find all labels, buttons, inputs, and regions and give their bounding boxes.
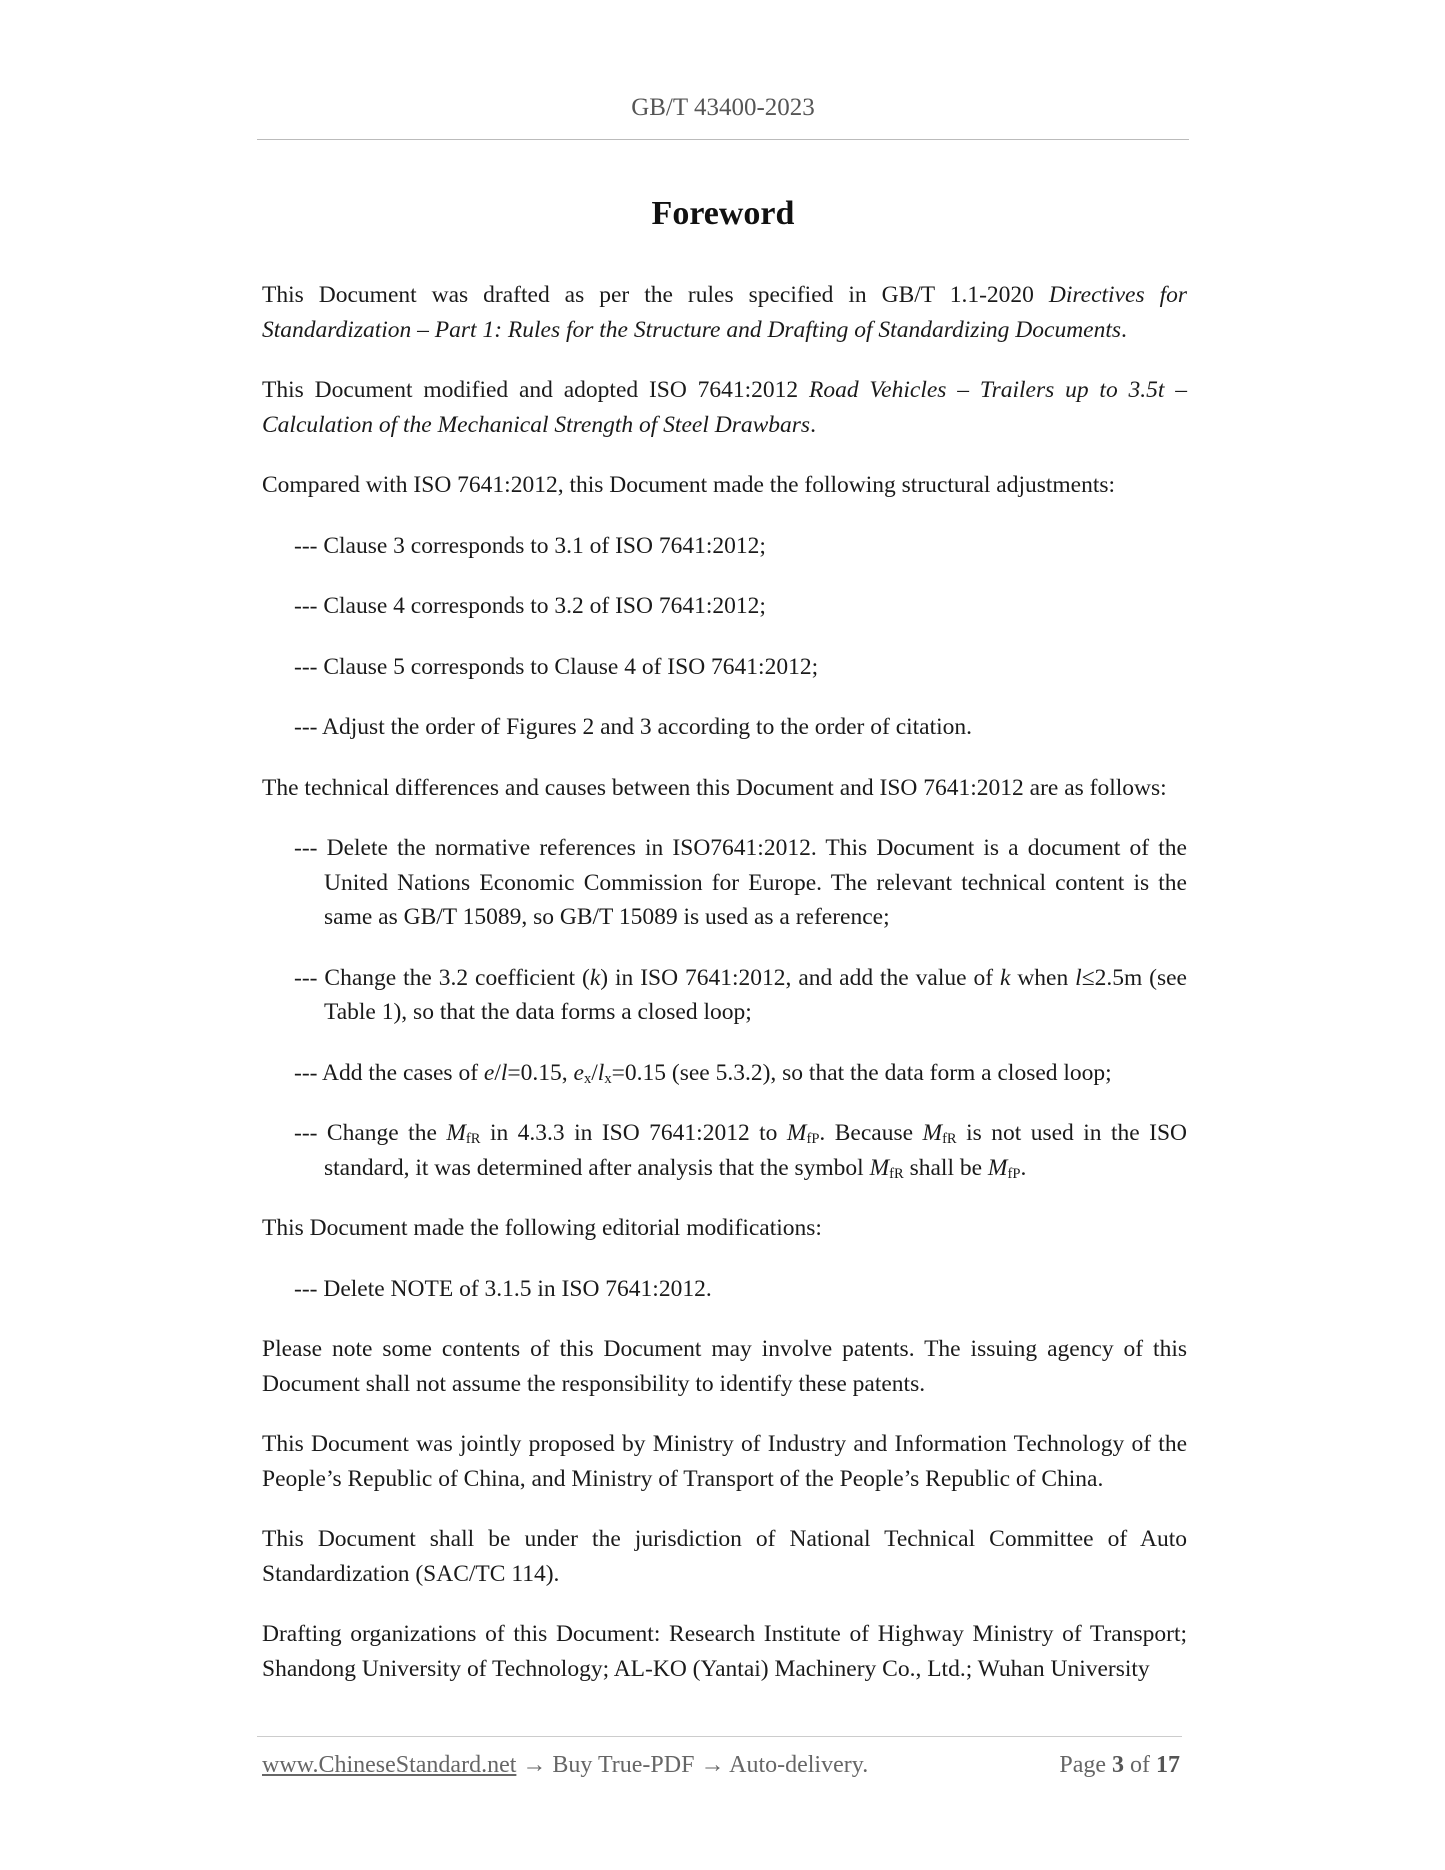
structural-item: --- Adjust the order of Figures 2 and 3 according to the order of citation. [294, 714, 973, 740]
text: in 4.3.3 in ISO 7641:2012 to [480, 1120, 787, 1146]
editorial-item: --- Delete NOTE of 3.1.5 in ISO 7641:2012. [294, 1275, 712, 1302]
text: shall be [903, 1154, 988, 1181]
symbol: l [597, 1059, 605, 1086]
paragraph-structural-intro: Compared with ISO 7641:2012, this Document made the following structural adjustments: [262, 472, 1116, 498]
promo-text: → Buy True-PDF → Auto-delivery. [516, 1752, 869, 1778]
footer-promo [262, 1752, 868, 1779]
text: . [810, 411, 816, 438]
paragraph-drafting-organizations: Drafting organizations of this Document: Research Institute of Highway Ministry of Transport; Shandong University of Technology; AL-KO (Yantai) Machinery Co., Ltd.; Wuhan University [262, 1621, 1187, 1682]
page-of-label: of [1124, 1752, 1156, 1778]
page-title: Foreword [651, 195, 795, 232]
text: --- Change the [294, 1120, 447, 1146]
current-page: 3 [1112, 1752, 1124, 1778]
text: ≤2.5m (see Table 1), so that the data forms a closed loop; [324, 964, 1187, 1025]
symbol: M [869, 1154, 890, 1181]
subscript: fR [942, 1130, 957, 1147]
subscript: fP [806, 1130, 820, 1147]
paragraph-editorial-intro: This Document made the following editorial modifications: [262, 1215, 822, 1241]
symbol: e [483, 1059, 495, 1086]
text: --- Add the cases of [294, 1059, 484, 1086]
symbol: M [446, 1120, 466, 1146]
symbol: M [922, 1120, 943, 1146]
symbol: k [999, 964, 1011, 991]
text: =0.15, [507, 1059, 574, 1086]
text: / [494, 1059, 501, 1086]
total-pages: 17 [1156, 1752, 1180, 1778]
text: is not used in the ISO standard, it was determined after analysis that the symbol [324, 1120, 1187, 1181]
text: =0.15 (see 5.3.2), so that the data form a closed loop; [611, 1059, 1112, 1086]
text: This Document modified and adopted ISO 7641:2012 [262, 377, 809, 403]
symbol: l [1075, 964, 1082, 991]
technical-item: --- Delete the normative references in ISO7641:2012. This Document is a document of the United Nations Economic Commission for Europe. The relevant technical content is the same as GB/T 15089, so GB/T 15089 is used as a reference; [294, 835, 1187, 930]
structural-item: --- Clause 5 corresponds to Clause 4 of ISO 7641:2012; [294, 653, 819, 680]
text: when [1010, 964, 1076, 991]
text: . [1121, 316, 1127, 343]
footer-divider [257, 1736, 1182, 1737]
subscript: fR [465, 1130, 481, 1147]
subscript: x [583, 1070, 592, 1087]
page-label: Page [1059, 1752, 1112, 1778]
symbol: e [573, 1059, 584, 1086]
paragraph-adoption [262, 373, 1187, 442]
paragraph-patents: Please note some contents of this Document may involve patents. The issuing agency of this Document shall not assume the responsibility to identify these patents. [262, 1336, 1187, 1397]
subscript: x [604, 1070, 612, 1087]
website-link[interactable]: www.ChineseStandard.net [262, 1752, 517, 1778]
symbol: M [786, 1120, 807, 1146]
technical-item [262, 1116, 1187, 1185]
structural-item: --- Clause 3 corresponds to 3.1 of ISO 7641:2012; [294, 532, 766, 559]
text: . Because [819, 1120, 923, 1146]
referenced-title: Directives for Standardization – Part 1: Rules for the Structure and Drafting of Standardizing Documents [262, 282, 1187, 343]
symbol: k [589, 964, 601, 991]
subscript: fR [889, 1165, 904, 1182]
text: --- Change the 3.2 coefficient ( [294, 964, 590, 991]
text: This Document was drafted as per the rules specified in GB/T 1.1-2020 [262, 282, 1049, 308]
running-header: GB/T 43400-2023 [631, 94, 815, 121]
paragraph-proposed-by: This Document was jointly proposed by Ministry of Industry and Information Technology of the People’s Republic of China, and Ministry of Transport of the People’s Republic of China. [262, 1431, 1187, 1492]
foreword-body [262, 278, 1187, 1712]
symbol: l [500, 1059, 508, 1086]
text: ) in ISO 7641:2012, and add the value of [600, 964, 1000, 991]
text: . [1020, 1154, 1027, 1181]
paragraph-drafting-rules [262, 278, 1187, 347]
subscript: fP [1007, 1165, 1021, 1182]
text: / [591, 1059, 598, 1086]
technical-item [262, 961, 1187, 1030]
page-number [1059, 1752, 1180, 1779]
referenced-title: Road Vehicles – Trailers up to 3.5t – Calculation of the Mechanical Strength of Steel Drawbars [262, 377, 1187, 438]
technical-item [262, 1056, 1187, 1091]
header-divider [257, 139, 1189, 140]
structural-item: --- Clause 4 corresponds to 3.2 of ISO 7641:2012; [294, 593, 766, 619]
paragraph-jurisdiction: This Document shall be under the jurisdiction of National Technical Committee of Auto Standardization (SAC/TC 114). [262, 1526, 1187, 1587]
paragraph-technical-intro: The technical differences and causes between this Document and ISO 7641:2012 are as follows: [262, 774, 1167, 801]
symbol: M [987, 1154, 1008, 1181]
